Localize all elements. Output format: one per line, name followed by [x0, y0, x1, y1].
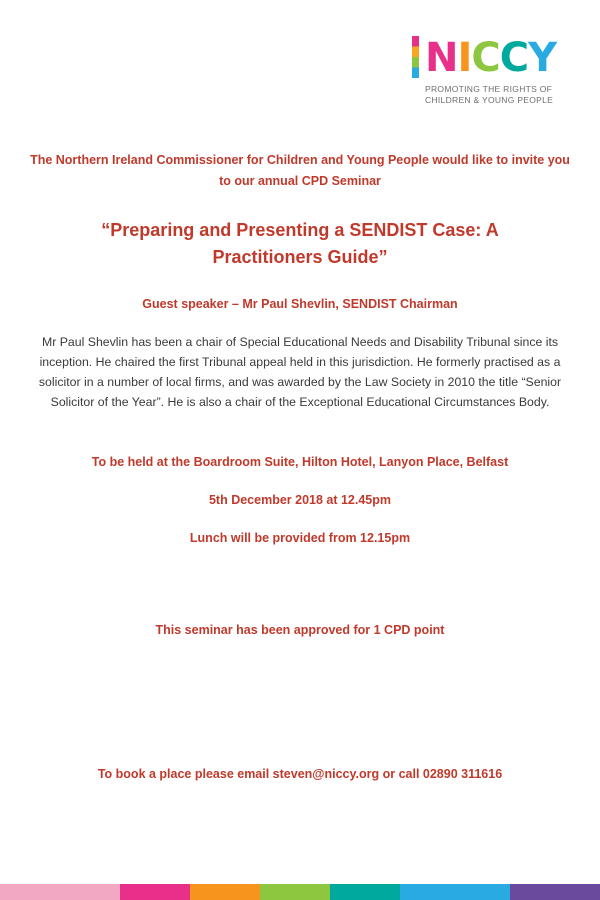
logo-tagline-line1: PROMOTING THE RIGHTS OF — [425, 84, 553, 94]
seminar-title: “Preparing and Presenting a SENDIST Case: A Practitioners Guide” — [101, 220, 499, 268]
footer-segment — [400, 884, 510, 900]
logo-wordmark — [412, 35, 572, 81]
logo-letter-n: N — [425, 35, 458, 81]
logo-letter-y: Y — [528, 35, 557, 81]
date-time: 5th December 2018 at 12.45pm — [208, 492, 392, 507]
footer-segment — [190, 884, 260, 900]
logo-letter-c2: C — [499, 35, 529, 81]
logo-letter-i: I — [457, 35, 472, 81]
booking-contact: To book a place please email steven@niccy.org or call 02890 311616 — [97, 766, 503, 781]
footer-segment — [0, 884, 120, 900]
footer-segment — [120, 884, 190, 900]
lunch-note: Lunch will be provided from 12.15pm — [189, 530, 411, 545]
footer-segment — [260, 884, 330, 900]
footer-segment — [510, 884, 600, 900]
niccy-logo — [412, 36, 572, 107]
speaker-biography: Mr Paul Shevlin has been a chair of Special Educational Needs and Disability Tribunal since its inception. He chaired the first Tribunal appeal held in this jurisdiction. He formerly practised as a solicitor in a number of local firms, and was awarded by the Law Society in 2010 the title “Senior Solicitor of the Year”. He is also a chair of the Exceptional Educational Circumstances Body. — [38, 335, 562, 409]
footer-color-bar — [0, 884, 600, 900]
rainbow-bar-icon — [412, 36, 419, 78]
cpd-approval: This seminar has been approved for 1 CPD point — [155, 622, 445, 637]
invitation-intro: The Northern Ireland Commissioner for Children and Young People would like to invite you to our annual CPD Seminar — [30, 153, 570, 188]
footer-segment — [330, 884, 400, 900]
venue-details: To be held at the Boardroom Suite, Hilton Hotel, Lanyon Place, Belfast — [91, 454, 509, 469]
guest-speaker: Guest speaker – Mr Paul Shevlin, SENDIST Chairman — [142, 297, 458, 312]
logo-letter-c1: C — [471, 35, 500, 81]
logo-tagline — [425, 84, 572, 107]
flyer-content — [0, 150, 600, 781]
logo-tagline-line2: CHILDREN & YOUNG PEOPLE — [425, 95, 554, 106]
